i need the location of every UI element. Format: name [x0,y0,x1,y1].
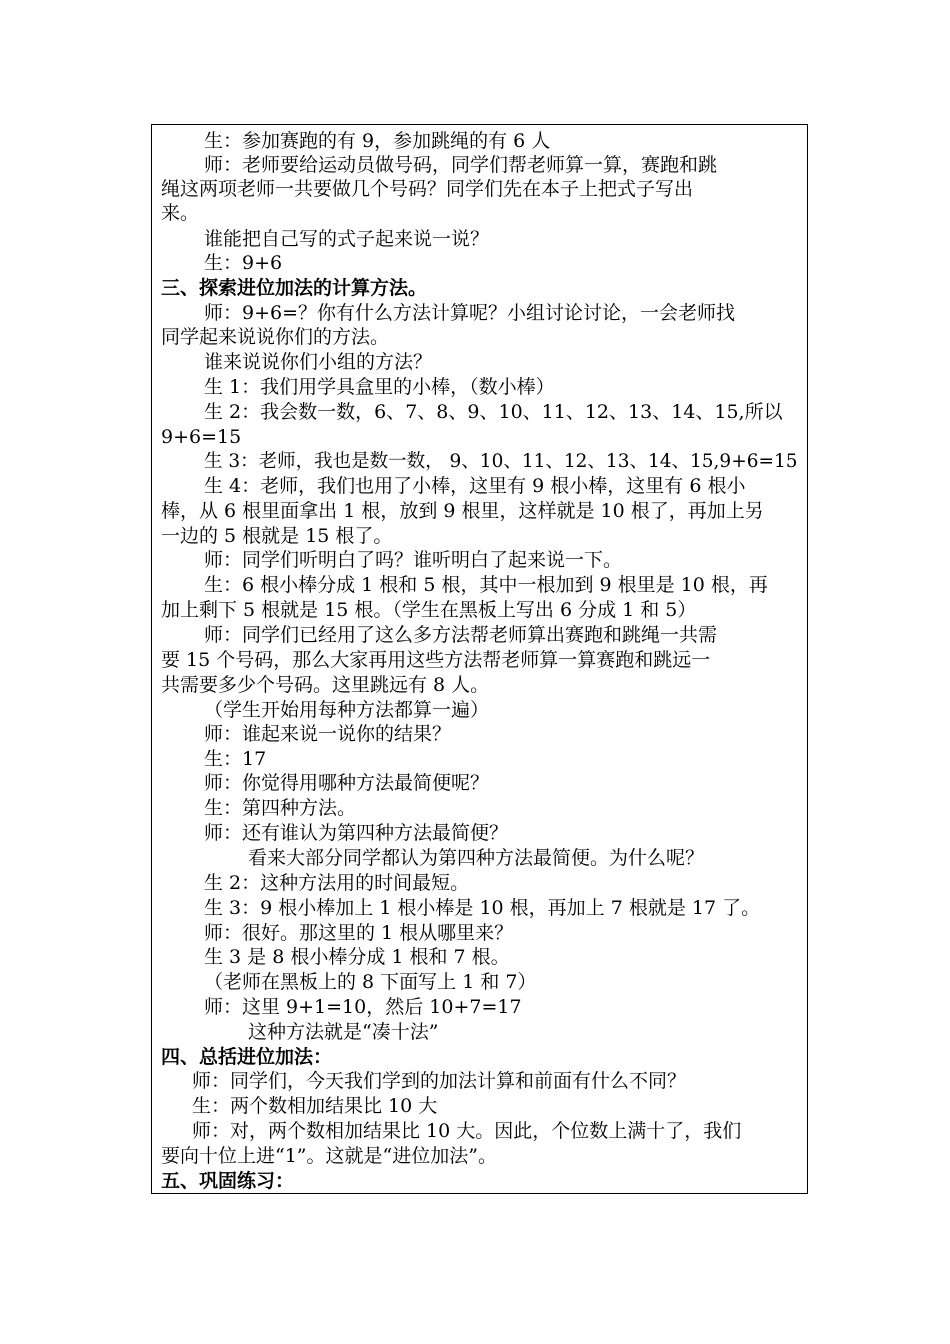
text-line: 生 1：我们用学具盒里的小棒，（数小棒） [204,376,555,398]
text-line: 生 2：这种方法用的时间最短。 [204,872,470,894]
text-line: 生：17 [204,748,267,770]
text-line: 师：还有谁认为第四种方法最简便？ [204,822,509,844]
section-heading: 四、总括进位加法： [161,1046,333,1068]
section-heading: 五、巩固练习： [161,1170,295,1192]
text-line: 加上剩下 5 根就是 15 根。（学生在黑板上写出 6 分成 1 和 5） [161,599,697,621]
text-line: 师：很好。那这里的 1 根从哪里来？ [204,922,514,944]
text-line: 棒，从 6 根里面拿出 1 根，放到 9 根里，这样就是 10 根了，再加上另 [161,500,764,522]
text-line: 师：9+6=？你有什么方法计算呢？小组讨论讨论，一会老师找 [204,302,736,324]
text-line: 谁能把自己写的式子起来说一说？ [204,228,490,250]
text-line: 师：同学们听明白了吗？谁听明白了起来说一下。 [204,549,623,571]
text-line: 生 2：我会数一数，6、7、8、9、10、11、12、13、14、15,所以 [204,401,783,423]
text-line: 师：老师要给运动员做号码，同学们帮老师算一算，赛跑和跳 [204,154,718,176]
text-line: 要 15 个号码，那么大家再用这些方法帮老师算一算赛跑和跳远一 [161,649,711,671]
text-line: 生：两个数相加结果比 10 大 [192,1095,438,1117]
text-line: 师：谁起来说一说你的结果？ [204,723,452,745]
text-line: 来。 [161,202,200,224]
text-line: 生 3：9 根小棒加上 1 根小棒是 10 根，再加上 7 根就是 17 了。 [204,897,761,919]
text-line: 绳这两项老师一共要做几个号码？同学们先在本子上把式子写出 [161,178,694,200]
text-line: 生 3：老师，我也是数一数， 9、10、11、12、13、14、15,9+6=15 [204,451,798,472]
text-line: 师：同学们已经用了这么多方法帮老师算出赛跑和跳绳一共需 [204,624,718,646]
text-line: 师：这里 9+1=10，然后 10+7=17 [204,996,522,1018]
text-line: 生 4：老师，我们也用了小棒，这里有 9 根小棒，这里有 6 根小 [204,475,746,497]
text-line: 生：6 根小棒分成 1 根和 5 根，其中一根加到 9 根里是 10 根，再 [204,574,768,596]
text-line: 9+6=15 [161,426,242,448]
text-line: 共需要多少个号码。这里跳远有 8 人。 [161,674,490,696]
section-heading: 三、探索进位加法的计算方法。 [161,277,428,299]
text-line: 生 3 是 8 根小棒分成 1 根和 7 根。 [204,946,510,968]
text-line: 谁来说说你们小组的方法？ [204,351,433,373]
lesson-table-cell [151,124,808,1194]
text-line: 师：同学们，今天我们学到的加法计算和前面有什么不同？ [192,1070,687,1092]
text-line: 看来大部分同学都认为第四种方法最简便。为什么呢？ [248,847,705,869]
text-line: 生：9+6 [204,252,283,274]
text-line: 生：第四种方法。 [204,797,357,819]
text-line: 一边的 5 根就是 15 根了。 [161,525,393,547]
text-line: 生：参加赛跑的有 9，参加跳绳的有 6 人 [204,130,551,152]
text-line: 这种方法就是“凑十法” [248,1021,439,1043]
text-line: 要向十位上进“1”。这就是“进位加法”。 [161,1145,497,1167]
text-line: 同学起来说说你们的方法。 [161,326,390,348]
text-line: 师：你觉得用哪种方法最简便呢？ [204,772,490,794]
text-line: （学生开始用每种方法都算一遍） [204,699,490,721]
text-line: （老师在黑板上的 8 下面写上 1 和 7） [204,971,537,993]
text-line: 师：对，两个数相加结果比 10 大。因此，个位数上满十了，我们 [192,1120,742,1142]
